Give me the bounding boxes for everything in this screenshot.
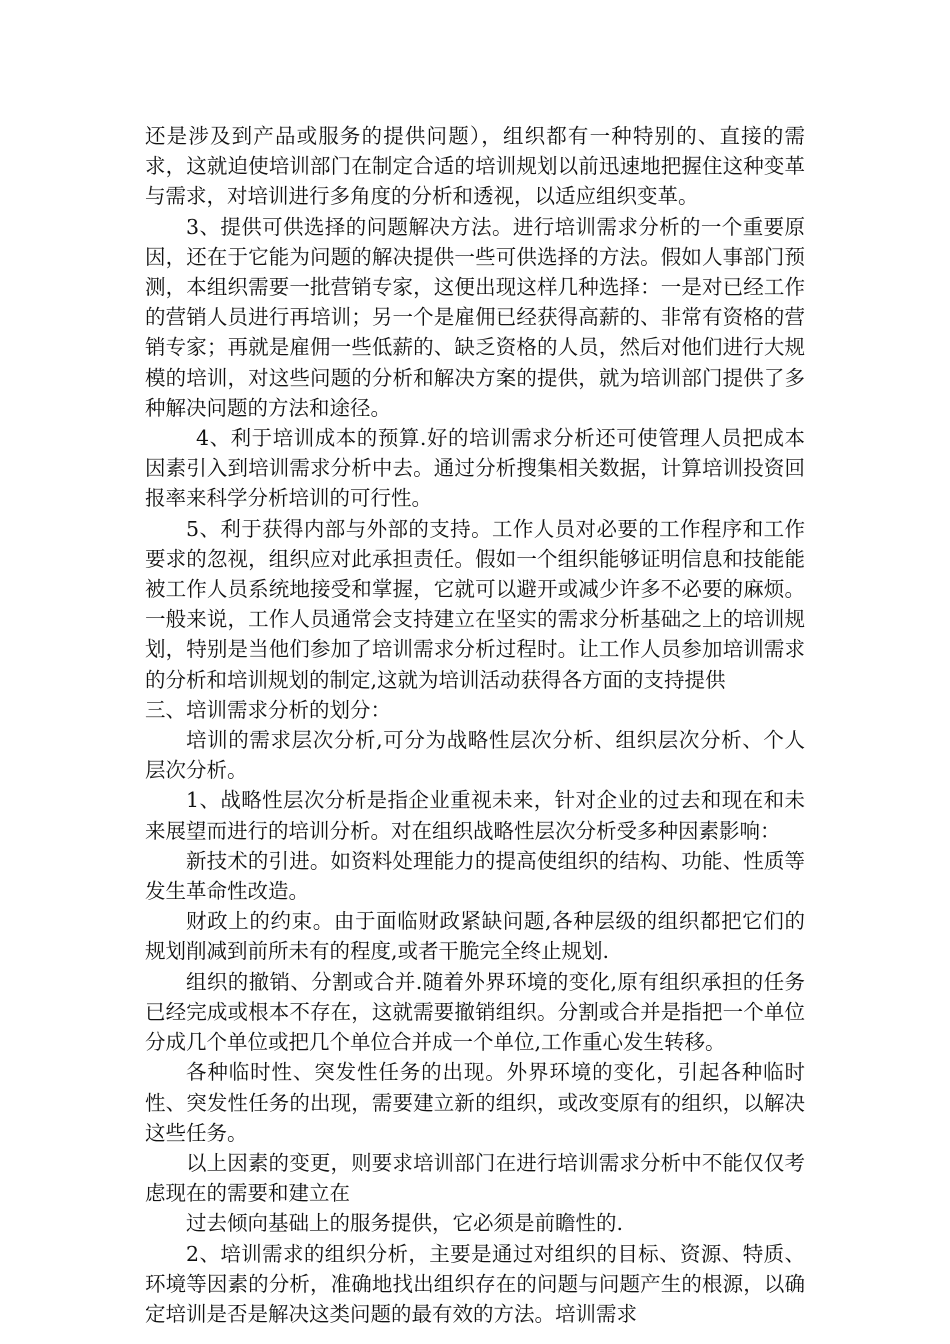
paragraph-forward-looking: 过去倾向基础上的服务提供，它必须是前瞻性的. (186, 1211, 624, 1236)
section-heading-3: 三、培训需求分析的划分： (145, 697, 391, 722)
paragraph-point-4: 4、利于培训成本的预算.好的培训需求分析还可使管理人员把成本因素引入到培训需求分析中去。通过分析搜集相关数据，计算培训投资回报率来科学分析培训的可行性。 (145, 426, 805, 511)
paragraph-point-3: 3、提供可供选择的问题解决方法。进行培训需求分析的一个重要原因，还在于它能为问题的解决提供一些可供选择的方法。假如人事部门预测，本组织需要一批营销专家，这便出现这样几种选择：一是对已经工作的营销人员进行再培训；另一个是雇佣已经获得高薪的、非常有资格的营销专家；再就是雇佣一些低薪的、缺乏资格的人员，然后对他们进行大规模的培训，对这些问题的分析和解决方案的提供，就为培训部门提供了多种解决问题的方法和途径。 (145, 214, 805, 420)
paragraph-new-technology: 新技术的引进。如资料处理能力的提高使组织的结构、功能、性质等发生革命性改造。 (145, 848, 805, 904)
paragraph-levels-intro: 培训的需求层次分析,可分为战略性层次分析、组织层次分析、个人层次分析。 (145, 728, 805, 783)
paragraph-strategic-analysis: 1、战略性层次分析是指企业重视未来，针对企业的过去和现在和未来展望而进行的培训分析。对在组织战略性层次分析受多种因素影响： (145, 788, 805, 843)
paragraph-organization-change: 组织的撤销、分割或合并.随着外界环境的变化,原有组织承担的任务已经完成或根本不存在，这就需要撤销组织。分割或合并是指把一个单位分成几个单位或把几个单位合并成一个单位,工作重心发生转移。 (145, 969, 805, 1055)
paragraph-financial-constraint: 财政上的约束。由于面临财政紧缺问题,各种层级的组织都把它们的规划削减到前所未有的程度,或者干脆完全终止规划. (145, 909, 805, 964)
paragraph-factors-change: 以上因素的变更，则要求培训部门在进行培训需求分析中不能仅仅考虑现在的需要和建立在 (145, 1150, 805, 1206)
document-body (145, 121, 805, 1329)
paragraph-temporary-tasks: 各种临时性、突发性任务的出现。外界环境的变化，引起各种临时性、突发性任务的出现，需要建立新的组织，或改变原有的组织，以解决这些任务。 (145, 1060, 805, 1145)
paragraph-continuation: 还是涉及到产品或服务的提供问题），组织都有一种特别的、直接的需求，这就迫使培训部门在制定合适的培训规划以前迅速地把握住这种变革与需求，对培训进行多角度的分析和透视，以适应组织变革。 (145, 124, 805, 209)
paragraph-point-5: 5、利于获得内部与外部的支持。工作人员对必要的工作程序和工作要求的忽视，组织应对此承担责任。假如一个组织能够证明信息和技能能被工作人员系统地接受和掌握，它就可以避开或减少许多不必要的麻烦。一般来说，工作人员通常会支持建立在坚实的需求分析基础之上的培训规划，特别是当他们参加了培训需求分析过程时。让工作人员参加培训需求的分析和培训规划的制定,这就为培训活动获得各方面的支持提供 (145, 516, 805, 692)
paragraph-organization-analysis: 2、培训需求的组织分析，主要是通过对组织的目标、资源、特质、环境等因素的分析，准确地找出组织存在的问题与问题产生的根源，以确定培训是否是解决这类问题的最有效的方法。培训需求 (145, 1241, 805, 1326)
